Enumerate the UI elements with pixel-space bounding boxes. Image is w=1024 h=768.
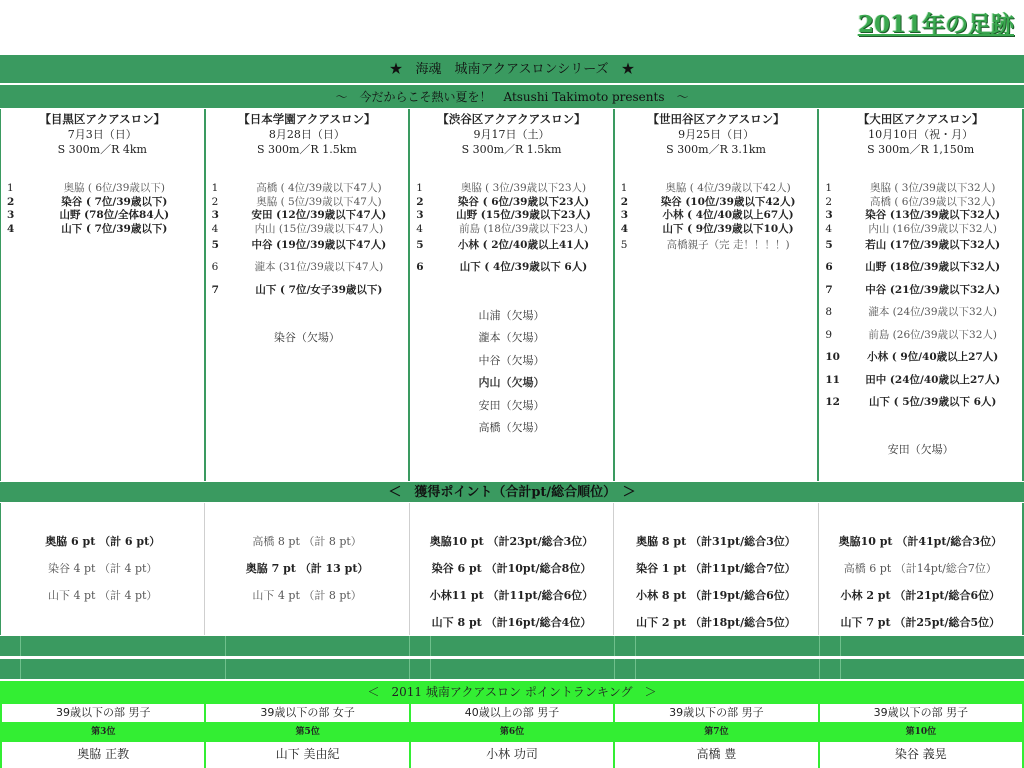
result-rank: 5 xyxy=(211,238,219,251)
points-entry: 山下 2 pt （計18pt/総合5位） xyxy=(636,616,796,629)
spacer-cell xyxy=(20,659,21,679)
result-text: 内山 (15位/39歳以下47人) xyxy=(254,222,384,235)
result-text: 田中 (24位/40歳以上27人) xyxy=(865,373,1001,386)
result-rank: 4 xyxy=(825,222,833,235)
result-rank: 1 xyxy=(416,182,423,194)
spacer-cell xyxy=(409,636,410,656)
result-rank: 4 xyxy=(620,222,629,235)
result-row xyxy=(416,195,609,209)
result-row xyxy=(825,305,1018,319)
points-entry: 奥脇10 pt （計41pt/総合3位） xyxy=(838,535,1003,548)
result-text: 奥脇 ( 5位/39歳以下47人) xyxy=(256,195,382,208)
points-entry: 高橋 6 pt （計14pt/総合7位） xyxy=(843,562,997,575)
spacer-cell xyxy=(819,659,820,679)
result-text: 山下 ( 7位/39歳以下) xyxy=(61,222,168,235)
event-header xyxy=(819,109,1022,157)
result-row xyxy=(621,181,814,195)
event-column xyxy=(1,109,206,481)
ranking-header: ＜ 2011 城南アクアスロン ポイントランキング ＞ xyxy=(367,685,657,699)
result-text: 染谷 (13位/39歳以下32人) xyxy=(865,209,1001,221)
result-row xyxy=(7,208,200,222)
event-name: 【目黒区アクアスロン】 xyxy=(39,112,166,126)
result-text: 小林 ( 4位/40歳以上67人) xyxy=(662,209,794,221)
points-entry: 小林 8 pt （計19pt/総合6位） xyxy=(636,589,796,602)
result-row xyxy=(416,208,609,222)
ranking-name: 高橋 豊 xyxy=(696,747,737,761)
points-entry: 染谷 4 pt （計 4 pt） xyxy=(48,562,158,575)
result-row xyxy=(212,208,405,222)
result-rank: 3 xyxy=(825,209,833,221)
ranking-column xyxy=(2,704,206,768)
result-text: 安田 (12位/39歳以下47人) xyxy=(251,209,387,221)
ranking-category: 39歳以下の部 男子 xyxy=(615,704,817,723)
result-rank: 5 xyxy=(416,238,424,251)
result-row xyxy=(825,395,1018,409)
result-rank: 5 xyxy=(620,238,628,251)
event-header xyxy=(1,109,204,157)
ranking-position: 第5位 xyxy=(206,723,408,742)
spacer-cell xyxy=(430,659,431,679)
event-course: S 300m／R 3.1km xyxy=(666,143,766,156)
spacer-cell xyxy=(225,636,226,656)
result-row xyxy=(825,195,1018,209)
result-row xyxy=(7,222,200,236)
result-rank: 2 xyxy=(211,195,219,208)
result-row xyxy=(212,181,405,195)
event-course: S 300m／R 1,150m xyxy=(867,143,975,156)
absent-entry: 山浦（欠場） xyxy=(478,309,545,322)
spacer-cell xyxy=(635,636,636,656)
result-row xyxy=(825,328,1018,342)
result-row xyxy=(212,195,405,209)
ranking-name: 小林 功司 xyxy=(486,747,538,761)
result-text: 高橋 ( 4位/39歳以下47人) xyxy=(256,182,382,194)
result-row xyxy=(825,373,1018,387)
points-entry: 高橋 8 pt （計 8 pt） xyxy=(252,535,362,548)
event-header xyxy=(615,109,818,157)
result-row xyxy=(825,208,1018,222)
result-rank: 1 xyxy=(211,182,219,194)
result-rank: 7 xyxy=(211,283,219,296)
result-row xyxy=(825,222,1018,236)
result-text: 中谷 (21位/39歳以下32人) xyxy=(865,283,1001,296)
event-column xyxy=(615,109,820,481)
page-title: 2011年の足跡 xyxy=(857,11,1014,38)
event-date: 9月25日（日） xyxy=(678,128,755,141)
points-entry: 染谷 1 pt （計11pt/総合7位） xyxy=(636,562,796,575)
event-name: 【渋谷区アクアクアスロン】 xyxy=(437,112,586,126)
ranking-column xyxy=(615,704,819,768)
points-entry: 山下 4 pt （計 8 pt） xyxy=(252,589,362,602)
result-row xyxy=(212,238,405,252)
result-text: 内山 (16位/39歳以下32人) xyxy=(868,222,997,235)
event-date: 9月17日（土） xyxy=(473,128,550,141)
result-rank: 3 xyxy=(211,209,219,221)
spacer-row-1 xyxy=(0,635,1024,657)
result-row xyxy=(621,238,814,252)
result-text: 小林 ( 9位/40歳以上27人) xyxy=(867,351,999,363)
event-date: 8月28日（日） xyxy=(268,128,345,141)
result-row xyxy=(825,350,1018,364)
result-text: 奥脇 ( 6位/39歳以下) xyxy=(63,182,166,194)
result-text: 小林 ( 2位/40歳以上41人) xyxy=(457,238,590,251)
result-rank: 2 xyxy=(7,195,15,208)
points-entry: 小林 2 pt （計21pt/総合6位） xyxy=(840,589,1001,602)
absent-entry: 瀧本（欠場） xyxy=(478,331,545,345)
ranking-category: 39歳以下の部 男子 xyxy=(2,704,204,723)
event-column xyxy=(410,109,615,481)
result-text: 山下 ( 5位/39歳以下 6人) xyxy=(868,396,997,408)
ranking-position: 第3位 xyxy=(2,723,204,742)
result-row xyxy=(212,260,405,274)
result-rank: 4 xyxy=(7,222,15,235)
points-entry: 小林11 pt （計11pt/総合6位） xyxy=(429,589,594,602)
absent-entry: 安田（欠場） xyxy=(887,443,954,456)
points-column xyxy=(819,503,1024,635)
result-row xyxy=(7,181,200,195)
result-text: 奥脇 ( 4位/39歳以下42人) xyxy=(665,182,791,194)
result-text: 山野 (78位/全体84人) xyxy=(59,209,170,221)
result-text: 前島 (18位/39歳以下23人) xyxy=(459,222,588,235)
result-rank: 8 xyxy=(825,306,833,318)
event-name: 【大田区アクアスロン】 xyxy=(857,112,984,126)
ranking-category: 39歳以下の部 女子 xyxy=(206,704,408,723)
spacer-cell xyxy=(20,636,21,656)
event-course: S 300m／R 4km xyxy=(57,143,147,156)
absent-entry: 染谷（欠場） xyxy=(273,331,340,344)
result-rank: 12 xyxy=(825,396,840,408)
result-rank: 1 xyxy=(7,182,14,194)
event-course: S 300m／R 1.5km xyxy=(461,143,562,156)
absent-entry: 高橋（欠場） xyxy=(478,421,545,434)
points-entry: 山下 4 pt （計 4 pt） xyxy=(48,589,158,602)
result-text: 山野 (15位/39歳以下23人) xyxy=(456,209,591,221)
result-rank: 4 xyxy=(211,222,219,235)
result-rank: 2 xyxy=(416,195,424,208)
result-row xyxy=(212,222,405,236)
result-row xyxy=(825,238,1018,252)
ranking-category: 40歳以上の部 男子 xyxy=(411,704,613,723)
points-entry: 奥脇10 pt （計23pt/総合3位） xyxy=(429,535,594,548)
result-rank: 6 xyxy=(211,261,219,273)
event-name: 【世田谷区アクアスロン】 xyxy=(647,112,785,126)
points-column xyxy=(410,503,614,635)
points-table xyxy=(0,503,1024,635)
result-rank: 7 xyxy=(825,283,833,296)
result-rank: 11 xyxy=(825,373,840,386)
result-rank: 2 xyxy=(620,195,629,208)
spacer-cell xyxy=(430,636,431,656)
result-text: 瀧本 (31位/39歳以下47人) xyxy=(254,261,384,273)
spacer-cell xyxy=(614,636,615,656)
ranking-table xyxy=(0,704,1024,768)
ranking-column xyxy=(820,704,1024,768)
result-text: 若山 (17位/39歳以下32人) xyxy=(865,238,1001,251)
result-row xyxy=(416,260,609,274)
result-rank: 9 xyxy=(825,328,833,341)
points-entry: 奥脇 7 pt （計 13 pt） xyxy=(245,562,369,575)
spacer-cell xyxy=(635,659,636,679)
event-header xyxy=(206,109,409,157)
spacer-row-2 xyxy=(0,658,1024,680)
result-rank: 1 xyxy=(825,182,833,194)
result-row xyxy=(825,181,1018,195)
spacer-cell xyxy=(840,659,841,679)
result-rank: 10 xyxy=(825,351,840,363)
result-row xyxy=(621,195,814,209)
result-text: 前島 (26位/39歳以下32人) xyxy=(868,328,997,341)
event-name: 【日本学園アクアスロン】 xyxy=(238,112,376,126)
event-date: 7月3日（日） xyxy=(67,128,137,141)
result-text: 山下 ( 7位/女子39歳以下) xyxy=(255,283,383,296)
result-text: 奥脇 ( 3位/39歳以下23人) xyxy=(460,182,587,194)
points-column xyxy=(614,503,818,635)
series-title-bar xyxy=(0,54,1024,84)
absent-entry: 内山（欠場） xyxy=(478,376,545,390)
spacer-cell xyxy=(614,659,615,679)
points-header-bar xyxy=(0,481,1024,503)
result-row xyxy=(212,283,405,297)
result-row xyxy=(621,222,814,236)
result-rank: 1 xyxy=(620,182,628,194)
absent-entry: 安田（欠場） xyxy=(478,398,545,412)
ranking-name: 染谷 義晃 xyxy=(894,747,947,761)
result-row xyxy=(825,283,1018,297)
result-text: 山野 (18位/39歳以下32人) xyxy=(865,261,1001,273)
result-row xyxy=(825,260,1018,274)
event-header xyxy=(410,109,613,157)
event-column xyxy=(206,109,411,481)
result-text: 染谷 (10位/39歳以下42人) xyxy=(660,195,796,208)
points-column xyxy=(1,503,205,635)
ranking-column xyxy=(411,704,615,768)
events-table xyxy=(0,109,1024,481)
result-rank: 6 xyxy=(825,261,833,273)
points-entry: 奥脇 8 pt （計31pt/総合3位） xyxy=(636,535,796,548)
subtitle-bar xyxy=(0,84,1024,109)
event-column xyxy=(819,109,1024,481)
ranking-name: 山下 美由紀 xyxy=(275,747,340,761)
points-entry: 染谷 6 pt （計10pt/総合8位） xyxy=(431,562,592,575)
result-row xyxy=(416,181,609,195)
points-header: ＜ 獲得ポイント（合計pt/総合順位） ＞ xyxy=(388,485,636,500)
ranking-position: 第7位 xyxy=(615,723,817,742)
spacer-cell xyxy=(840,636,841,656)
points-entry: 奥脇 6 pt （計 6 pt） xyxy=(45,535,161,548)
result-row xyxy=(7,195,200,209)
result-text: 染谷 ( 7位/39歳以下) xyxy=(61,195,168,208)
spacer-cell xyxy=(409,659,410,679)
ranking-category: 39歳以下の部 男子 xyxy=(820,704,1022,723)
series-title: ★ 海魂 城南アクアスロンシリーズ ★ xyxy=(389,62,635,77)
result-text: 瀧本 (24位/39歳以下32人) xyxy=(868,306,997,318)
event-date: 10月10日（祝・月） xyxy=(868,128,974,141)
result-text: 染谷 ( 6位/39歳以下23人) xyxy=(457,195,590,208)
result-text: 高橋 ( 6位/39歳以下32人) xyxy=(870,195,996,208)
event-course: S 300m／R 1.5km xyxy=(256,143,357,156)
result-row xyxy=(416,238,609,252)
result-row xyxy=(416,222,609,236)
spacer-cell xyxy=(225,659,226,679)
result-rank: 3 xyxy=(416,209,424,221)
spacer-cell xyxy=(819,636,820,656)
ranking-name: 奥脇 正教 xyxy=(77,747,130,761)
subtitle: ～ 今だからこそ熱い夏を！ Atsushi Takimoto presents ～ xyxy=(335,90,689,104)
ranking-position: 第10位 xyxy=(820,723,1022,742)
result-text: 山下 ( 9位/39歳以下10人) xyxy=(662,222,794,235)
result-text: 山下 ( 4位/39歳以下 6人) xyxy=(459,261,588,273)
points-entry: 山下 8 pt （計16pt/総合4位） xyxy=(431,616,592,629)
result-rank: 3 xyxy=(7,209,15,221)
result-text: 奥脇 ( 3位/39歳以下32人) xyxy=(870,182,996,194)
result-rank: 3 xyxy=(620,209,629,221)
result-text: 高橋親子（完 走！！！！) xyxy=(666,238,790,251)
ranking-column xyxy=(206,704,410,768)
result-row xyxy=(621,208,814,222)
absent-entry: 中谷（欠場） xyxy=(478,353,545,367)
result-rank: 2 xyxy=(825,195,833,208)
result-text: 中谷 (19位/39歳以下47人) xyxy=(251,238,387,251)
result-rank: 5 xyxy=(825,238,833,251)
points-column xyxy=(205,503,409,635)
ranking-header-bar xyxy=(0,681,1024,704)
ranking-position: 第6位 xyxy=(411,723,613,742)
result-rank: 6 xyxy=(416,261,424,273)
points-entry: 山下 7 pt （計25pt/総合5位） xyxy=(840,616,1001,629)
result-rank: 4 xyxy=(416,222,423,235)
